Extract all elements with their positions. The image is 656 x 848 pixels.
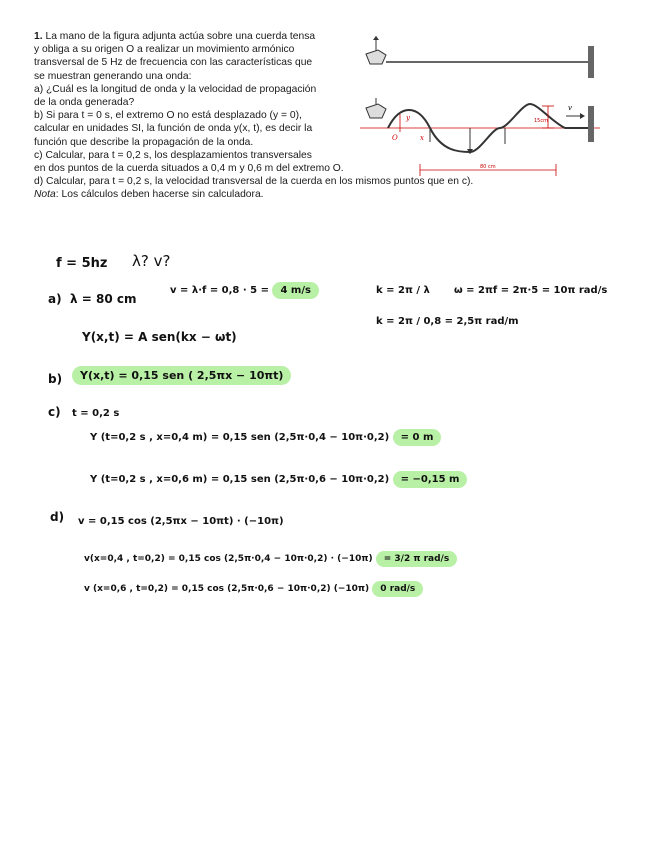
intro-line: y obliga a su origen O a realizar un movimiento armónico — [34, 44, 295, 56]
wavelength-answer: λ = 80 cm — [70, 292, 137, 306]
question-line: calcular en unidades SI, la función de onda y(x, t), es decir la — [34, 123, 313, 135]
wavelength-label: 80 cm — [480, 164, 496, 170]
part-b-question — [34, 109, 352, 149]
displacement-eq-2: Y (t=0,2 s , x=0,6 m) = 0,15 sen (2,5π·0,6 − 10π·0,2) — [90, 474, 390, 485]
displacement-eq-1: Y (t=0,2 s , x=0,4 m) = 0,15 sen (2,5π·0,4 − 10π·0,2) — [90, 432, 390, 443]
velocity-calc — [170, 285, 319, 296]
velocity-result-1: = 3/2 π rad/s — [376, 551, 457, 567]
velocity-general: v = 0,15 cos (2,5πx − 10πt) · (−10π) — [78, 516, 284, 527]
question-line: b) Si para t = 0 s, el extremo O no está desplazado (y = 0), — [34, 110, 302, 122]
displacement-result-2: = −0,15 m — [393, 471, 468, 488]
displacement-x06 — [90, 474, 467, 485]
unknowns: λ? v? — [132, 252, 171, 270]
displacement-result-1: = 0 m — [393, 429, 442, 446]
velocity-result-2: 0 rad/s — [372, 581, 423, 597]
question-line: c) Calcular, para t = 0,2 s, los desplazamientos transversales — [34, 149, 312, 161]
intro-line: se muestran generando una onda: — [34, 70, 192, 82]
part-c-label: c) — [48, 405, 61, 419]
velocity-result: 4 m/s — [272, 282, 318, 299]
rope-wave-figure — [360, 36, 610, 184]
velocity-eq-1: v(x=0,4 , t=0,2) = 0,15 cos (2,5π·0,4 − 10π·0,2) · (−10π) — [84, 554, 373, 564]
note — [34, 188, 634, 201]
problem-intro — [34, 30, 352, 83]
hand-icon — [366, 50, 386, 64]
velocity-label: v — [568, 104, 572, 112]
part-a-label: a) — [48, 292, 62, 306]
part-d-label: d) — [50, 510, 65, 524]
intro-line: transversal de 5 Hz de frecuencia con las características que — [34, 57, 313, 69]
y-axis-label: y — [406, 114, 410, 122]
origin-label: O — [392, 134, 398, 142]
intro-line: La mano de la figura adjunta actúa sobre una cuerda tensa — [45, 31, 316, 42]
velocity-eq-2: v (x=0,6 , t=0,2) = 0,15 cos (2,5π·0,6 − 10π·0,2) (−10π) — [84, 584, 370, 594]
question-line: función que describe la propagación de la onda. — [34, 136, 254, 148]
angular-frequency: ω = 2πf = 2π·5 = 10π rad/s — [454, 285, 608, 296]
problem-number: 1. — [34, 31, 43, 42]
hand-icon — [366, 104, 386, 118]
wavenumber-value: k = 2π / 0,8 = 2,5π rad/m — [376, 316, 519, 327]
x-axis-label: x — [420, 134, 424, 142]
time-value: t = 0,2 s — [72, 408, 120, 419]
note-text: : Los cálculos deben hacerse sin calculadora. — [55, 189, 264, 201]
velocity-x04 — [84, 554, 457, 564]
rope-with-wave — [360, 98, 600, 176]
wall-icon — [588, 46, 594, 78]
wave-function-result: Y(x,t) = 0,15 sen ( 2,5πx − 10πt) — [72, 366, 291, 385]
wavenumber-formula: k = 2π / λ — [376, 285, 430, 296]
question-line: a) ¿Cuál es la longitud de onda y la velocidad de propagación — [34, 83, 317, 95]
given-frequency: f = 5hz — [56, 256, 108, 271]
rope-at-rest — [366, 36, 594, 78]
note-label: Nota — [34, 189, 56, 201]
wall-icon — [588, 106, 594, 142]
part-b-label: b) — [48, 372, 63, 386]
velocity-formula: v = λ·f = 0,8 · 5 = — [170, 285, 269, 296]
wave-function-general: Y(x,t) = A sen(kx − ωt) — [82, 330, 237, 344]
part-a-question — [34, 83, 352, 109]
question-line: d) Calcular, para t = 0,2 s, la velocidad transversal de la cuerda en los mismos puntos que en c). — [34, 176, 474, 188]
question-line: en dos puntos de la cuerda situados a 0,4 m y 0,6 m del extremo O. — [34, 163, 344, 175]
question-line: de la onda generada? — [34, 97, 135, 109]
amplitude-label: 15cm — [534, 118, 548, 124]
velocity-x06 — [84, 584, 423, 594]
displacement-x04 — [90, 432, 441, 443]
